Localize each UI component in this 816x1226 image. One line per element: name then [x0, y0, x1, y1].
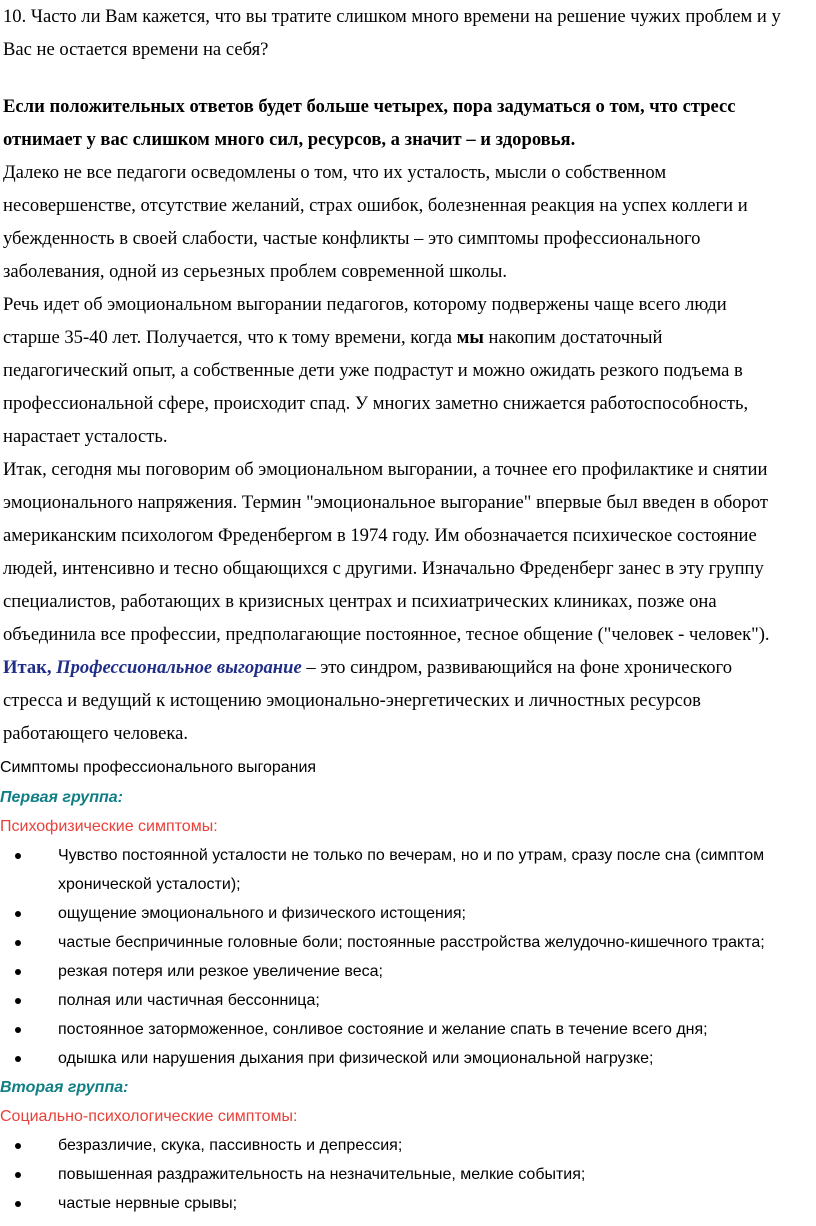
list-item-text: хронической усталости); — [58, 876, 241, 893]
paragraph-2-text: накопим достаточный — [483, 327, 663, 348]
conclusion-line-2: отнимает у вас слишком много сил, ресурсов, а значит – и здоровья. — [3, 129, 576, 150]
paragraph-3-line: американским психологом Фреденбергом в 1974 году. Им обозначается психическое состояние — [3, 525, 757, 546]
bullet-icon — [0, 1044, 36, 1073]
paragraph-2-line-2 — [3, 321, 811, 354]
list-item-text: постоянное заторможенное, сонливое состояние и желание спать в течение всего дня; — [58, 1021, 708, 1038]
paragraph-3-line: людей, интенсивно и тесно общающихся с другими. Изначально Фреденберг занес в эту группу — [3, 558, 764, 579]
bullet-icon — [0, 957, 36, 986]
paragraph-1-line: несовершенстве, отсутствие желаний, страх ошибок, болезненная реакция на успех коллеги и — [3, 195, 748, 216]
paragraph-3-line: специалистов, работающих в кризисных центрах и психиатрических клиниках, позже она — [3, 591, 717, 612]
bullet-icon — [0, 928, 36, 957]
bullet-icon — [0, 1160, 36, 1189]
group-1-subheading: Психофизические симптомы: — [0, 818, 218, 835]
paragraph-2-line-1: Речь идет об эмоциональном выгорании педагогов, которому подвержены чаще всего люди — [3, 294, 727, 315]
paragraph-3-line: эмоционального напряжения. Термин "эмоциональное выгорание" впервые был введен в оборот — [3, 492, 769, 513]
paragraph-3-line: Итак, сегодня мы поговорим об эмоциональном выгорании, а точнее его профилактике и снятии — [3, 459, 768, 480]
paragraph-2-line-5: нарастает усталость. — [3, 426, 168, 447]
bullet-icon — [0, 841, 36, 870]
list-item-text: резкая потеря или резкое увеличение веса; — [58, 963, 383, 980]
list-item-text: одышка или нарушения дыхания при физической или эмоциональной нагрузке; — [58, 1050, 654, 1067]
emphasis-we: мы — [456, 327, 484, 348]
list-item-text: безразличие, скука, пассивность и депрессия; — [58, 1137, 403, 1154]
conclusion-line-1: Если положительных ответов будет больше четырех, пора задуматься о том, что стресс — [3, 96, 736, 117]
definition-lead: Итак, — [3, 657, 52, 678]
question-10-line-2: Вас не остается времени на себя? — [3, 39, 269, 60]
definition-line-1 — [3, 651, 811, 684]
bullet-icon — [0, 1189, 36, 1218]
definition-line-2: стресса и ведущий к истощению эмоционально-энергетических и личностных ресурсов — [3, 690, 701, 711]
list-item-text: полная или частичная бессонница; — [58, 992, 320, 1009]
list-item-text: ощущение эмоционального и физического истощения; — [58, 905, 466, 922]
definition-term: Профессиональное выгорание — [56, 657, 302, 678]
list-item-text: Чувство постоянной усталости не только по вечерам, но и по утрам, сразу после сна (симптом — [58, 847, 765, 864]
bullet-icon — [0, 1131, 36, 1160]
list-item-text: повышенная раздражительность на незначительные, мелкие события; — [58, 1166, 586, 1183]
definition-line-3: работающего человека. — [3, 723, 188, 744]
question-10-line-1: 10. Часто ли Вам кажется, что вы тратите слишком много времени на решение чужих проблем и у — [3, 6, 781, 27]
paragraph-2-line-4: профессиональной сфере, происходит спад. У многих заметно снижается работоспособность, — [3, 393, 749, 414]
paragraph-2-line-3: педагогический опыт, а собственные дети уже подрастут и можно ожидать резкого подъема в — [3, 360, 743, 381]
paragraph-3-line: объединила все профессии, предполагающие постоянное, тесное общение ("человек - человек"). — [3, 624, 770, 645]
bullet-icon — [0, 986, 36, 1015]
list-item-text: частые беспричинные головные боли; постоянные расстройства желудочно-кишечного тракта; — [58, 934, 765, 951]
paragraph-1-line: Далеко не все педагоги осведомлены о том, что их усталость, мысли о собственном — [3, 162, 667, 183]
group-2-subheading: Социально-психологические симптомы: — [0, 1108, 298, 1125]
definition-text: – это синдром, развивающийся на фоне хронического — [301, 657, 733, 678]
list-item-text: частые нервные срывы; — [58, 1195, 238, 1212]
group-2-heading: Вторая группа: — [0, 1079, 129, 1096]
paragraph-2-text: старше 35-40 лет. Получается, что к тому времени, когда — [3, 327, 457, 348]
symptoms-title: Симптомы профессионального выгорания — [0, 759, 317, 776]
paragraph-1-line: убежденность в своей слабости, частые конфликты – это симптомы профессионального — [3, 228, 701, 249]
group-1-heading: Первая группа: — [0, 789, 123, 806]
paragraph-1-line: заболевания, одной из серьезных проблем современной школы. — [3, 261, 507, 282]
bullet-icon — [0, 899, 36, 928]
bullet-icon — [0, 1015, 36, 1044]
